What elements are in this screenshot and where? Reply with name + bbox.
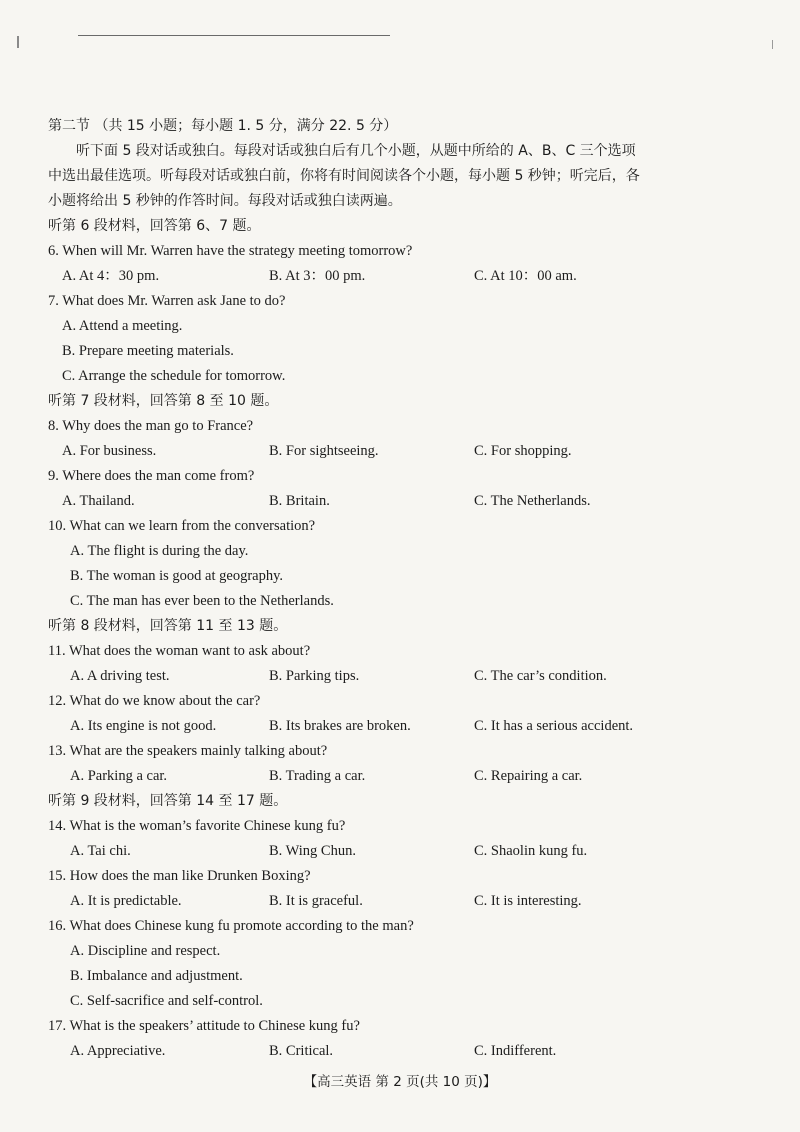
instruction-line: 小题将给出 5 秒钟的作答时间。每段对话或独白读两遍。 — [48, 193, 402, 209]
header-rule — [78, 35, 390, 36]
scan-mark-left — [17, 36, 19, 48]
question-stem: 11. What does the woman want to ask about? — [48, 643, 311, 659]
option-b: B. Wing Chun. — [269, 843, 356, 859]
option-b: B. Its brakes are broken. — [269, 718, 411, 734]
option-c: C. The car’s condition. — [474, 668, 607, 684]
exam-content — [48, 114, 748, 1064]
options-row — [48, 714, 748, 739]
question-stem: 16. What does Chinese kung fu promote according to the man? — [48, 918, 414, 934]
material-intro: 听第 6 段材料，回答第 6、7 题。 — [48, 218, 261, 234]
question-stem: 17. What is the speakers’ attitude to Chinese kung fu? — [48, 1018, 360, 1034]
option-b: B. The woman is good at geography. — [70, 568, 284, 584]
option-b: B. At 3：00 pm. — [269, 268, 366, 284]
option-c: C. At 10：00 am. — [474, 268, 577, 284]
option-b: B. For sightseeing. — [269, 443, 379, 459]
option-c: C. It is interesting. — [474, 893, 582, 909]
option-c: C. Shaolin kung fu. — [474, 843, 588, 859]
question-stem: 7. What does Mr. Warren ask Jane to do? — [48, 293, 286, 309]
options-row — [48, 839, 748, 864]
option-a: A. Discipline and respect. — [70, 943, 221, 959]
option-c: C. Indifferent. — [474, 1043, 557, 1059]
option-b: B. It is graceful. — [269, 893, 363, 909]
options-row — [48, 489, 748, 514]
option-b: B. Imbalance and adjustment. — [70, 968, 243, 984]
option-c: C. The Netherlands. — [474, 493, 591, 509]
option-c: C. Self-sacrifice and self-control. — [70, 993, 263, 1009]
option-c: C. Arrange the schedule for tomorrow. — [62, 368, 286, 384]
option-c: C. Repairing a car. — [474, 768, 583, 784]
options-row — [48, 664, 748, 689]
option-b: B. Critical. — [269, 1043, 334, 1059]
option-a: A. Attend a meeting. — [62, 318, 183, 334]
option-c: C. It has a serious accident. — [474, 718, 634, 734]
option-b: B. Trading a car. — [269, 768, 366, 784]
option-c: C. For shopping. — [474, 443, 572, 459]
option-a: A. At 4：30 pm. — [62, 268, 160, 284]
question-stem: 8. Why does the man go to France? — [48, 418, 254, 434]
option-b: B. Britain. — [269, 493, 330, 509]
material-intro: 听第 7 段材料，回答第 8 至 10 题。 — [48, 393, 279, 409]
question-stem: 15. How does the man like Drunken Boxing? — [48, 868, 311, 884]
option-a: A. The flight is during the day. — [70, 543, 249, 559]
question-stem: 12. What do we know about the car? — [48, 693, 261, 709]
instruction-line: 中选出最佳选项。听每段对话或独白前，你将有时间阅读各个小题，每小题 5 秒钟；听完后，各 — [48, 168, 640, 184]
options-row — [48, 1039, 748, 1064]
options-row — [48, 439, 748, 464]
scan-mark-right — [772, 40, 773, 49]
option-a: A. Thailand. — [62, 493, 135, 509]
options-row — [48, 264, 748, 289]
question-stem: 10. What can we learn from the conversation? — [48, 518, 316, 534]
question-stem: 9. Where does the man come from? — [48, 468, 255, 484]
material-intro: 听第 8 段材料，回答第 11 至 13 题。 — [48, 618, 288, 634]
option-c: C. The man has ever been to the Netherlands. — [70, 593, 334, 609]
option-a: A. Appreciative. — [70, 1043, 166, 1059]
material-intro: 听第 9 段材料，回答第 14 至 17 题。 — [48, 793, 288, 809]
option-a: A. For business. — [62, 443, 157, 459]
option-a: A. Parking a car. — [70, 768, 168, 784]
option-b: B. Prepare meeting materials. — [62, 343, 234, 359]
question-groups — [48, 214, 748, 1064]
question-stem: 14. What is the woman’s favorite Chinese kung fu? — [48, 818, 346, 834]
options-row — [48, 764, 748, 789]
options-row — [48, 889, 748, 914]
page-footer: 【高三英语 第 2 页(共 10 页)】 — [303, 1074, 497, 1090]
option-a: A. Its engine is not good. — [70, 718, 217, 734]
option-a: A. It is predictable. — [70, 893, 182, 909]
option-a: A. Tai chi. — [70, 843, 131, 859]
question-stem: 13. What are the speakers mainly talking about? — [48, 743, 328, 759]
option-a: A. A driving test. — [70, 668, 170, 684]
instruction-line: 听下面 5 段对话或独白。每段对话或独白后有几个小题，从题中所给的 A、B、C 三个选项 — [76, 143, 636, 159]
section-title: 第二节 （共 15 小题；每小题 1. 5 分，满分 22. 5 分） — [48, 118, 398, 134]
option-b: B. Parking tips. — [269, 668, 360, 684]
question-stem: 6. When will Mr. Warren have the strategy meeting tomorrow? — [48, 243, 413, 259]
